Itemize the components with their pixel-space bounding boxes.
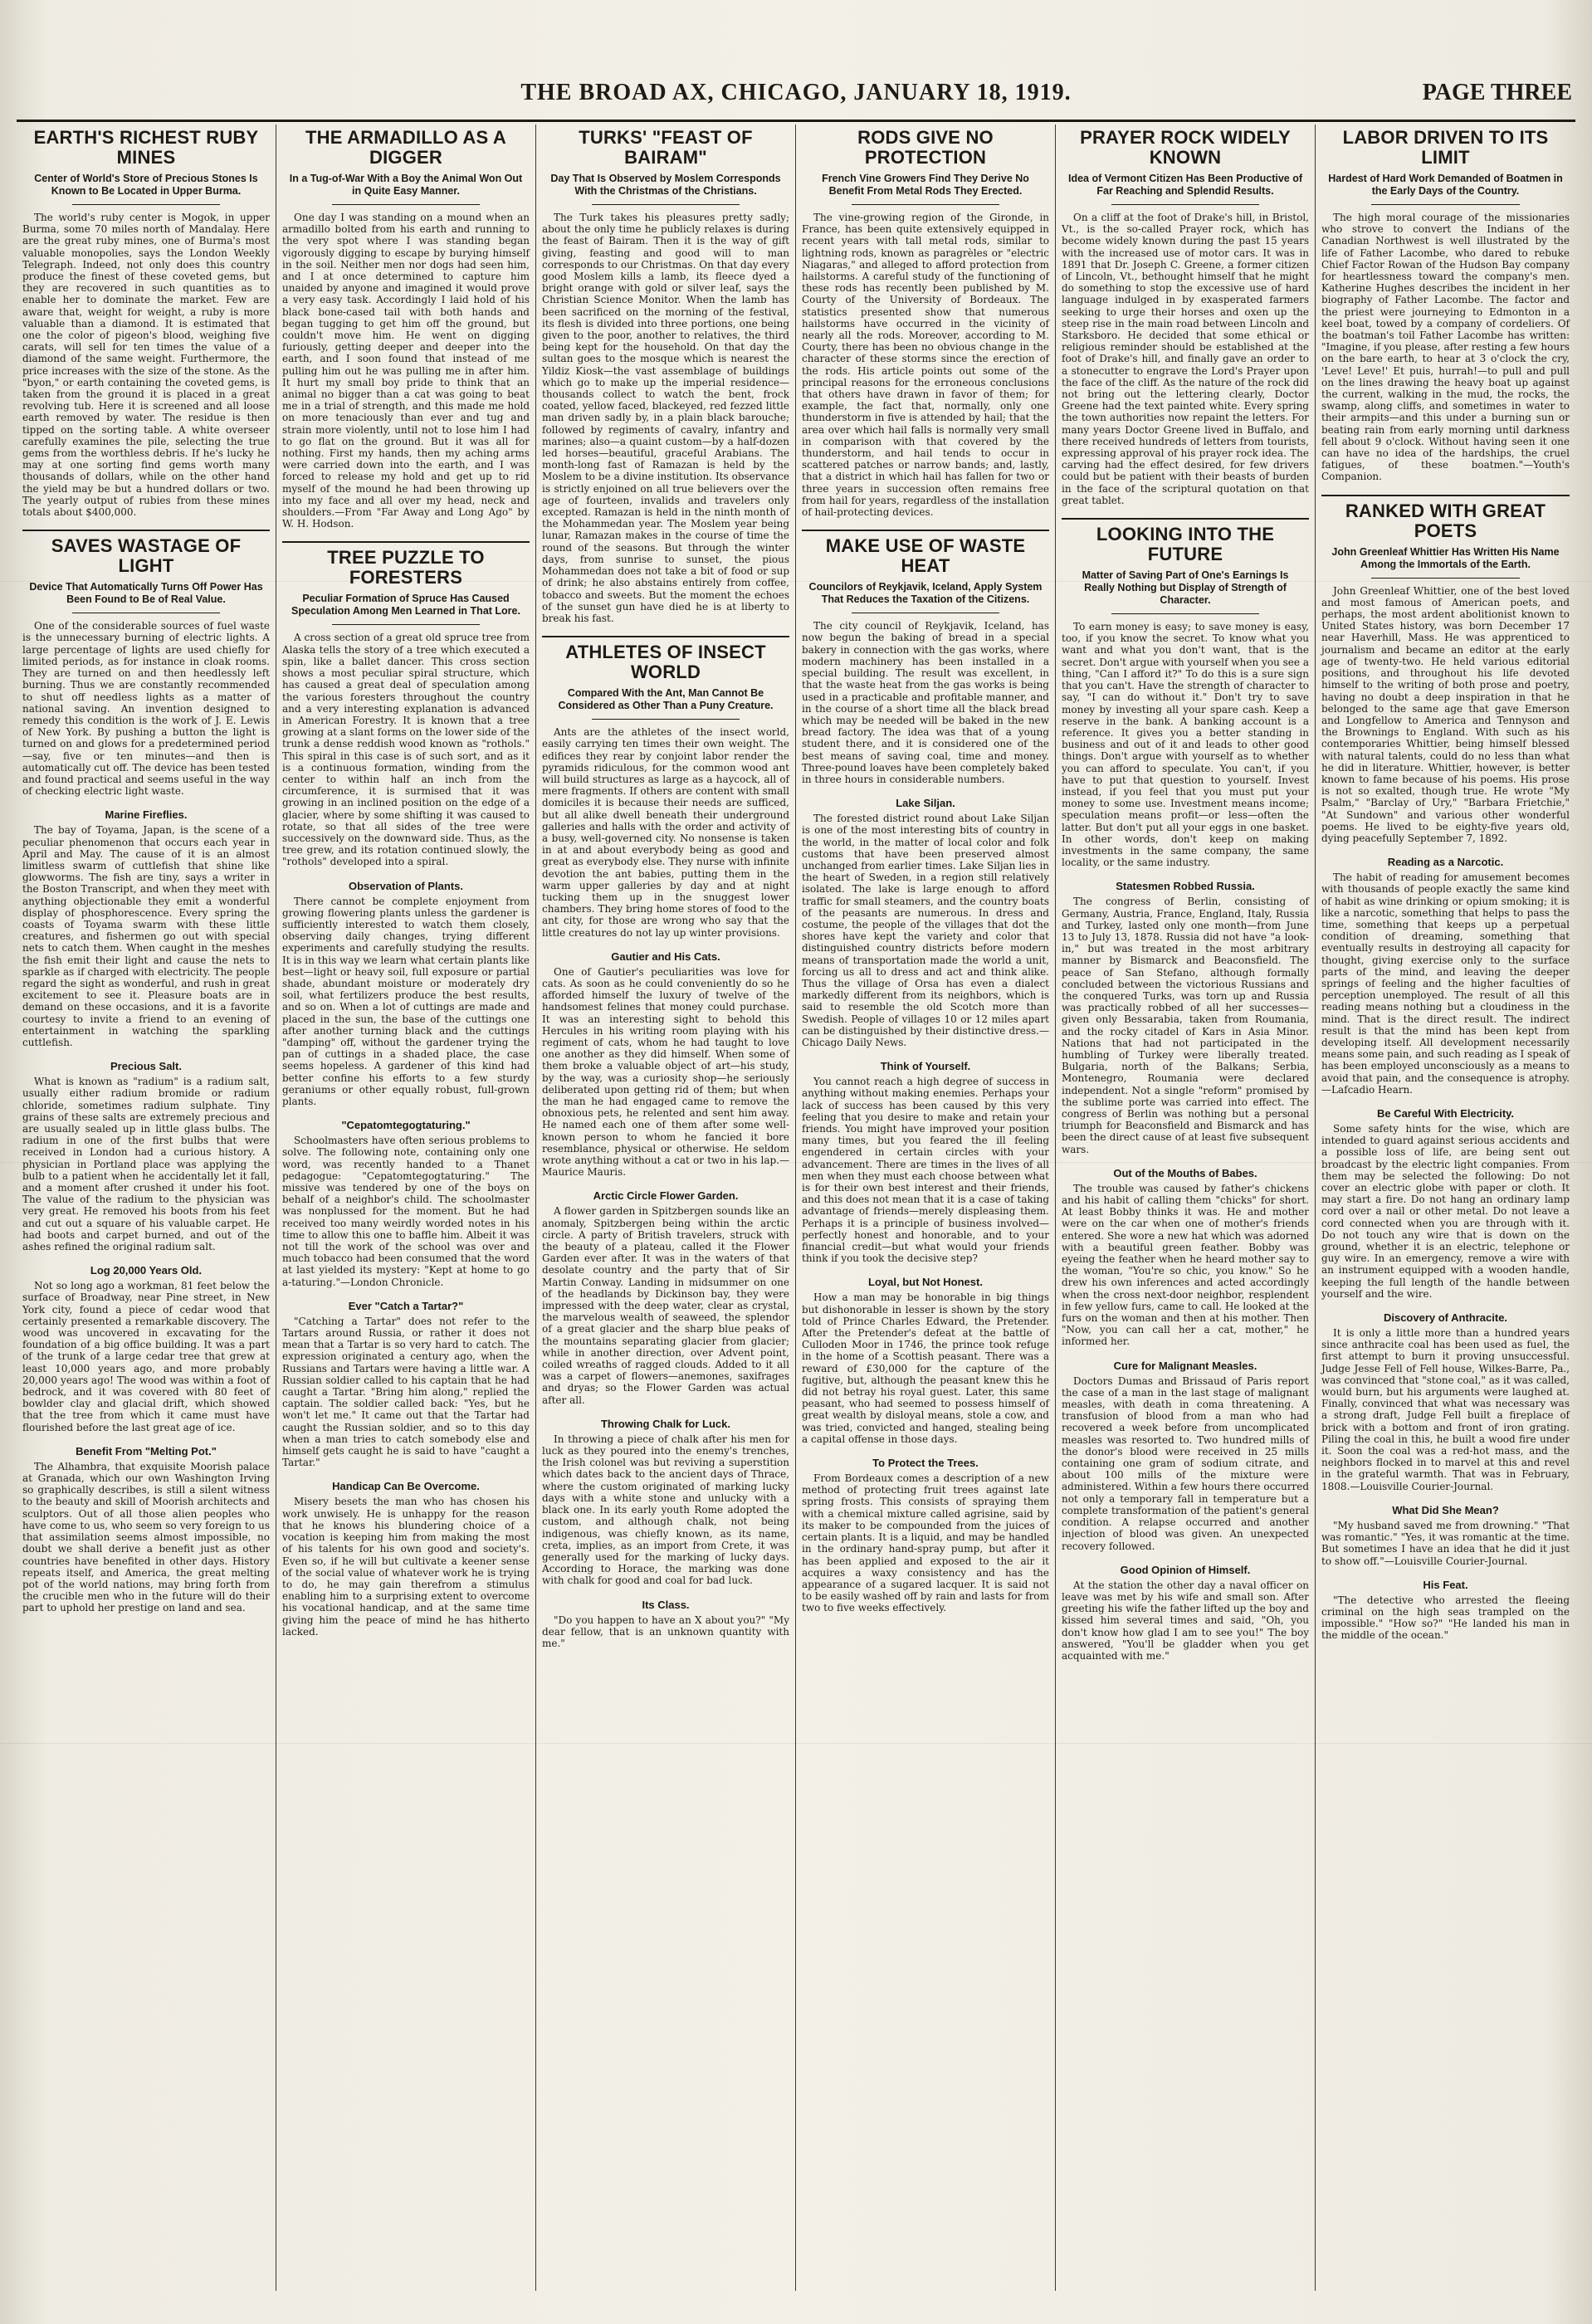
article-body: At the station the other day a naval officer on leave was met by his wife and small son. After greeting his wife the father lifted up the boy and kissed him several times and said, "Oh, you don't know how glad I am to see you!" The boy answered, "You'll be gladder when you get acquainted with me." (1062, 1579, 1309, 1662)
masthead-title: THE BROAD AX, CHICAGO, JANUARY 18, 1919. (520, 80, 1072, 105)
article-headline: PRAYER ROCK WIDELY KNOWN (1080, 127, 1291, 168)
deck-rule (332, 624, 480, 625)
article-body: It is only a little more than a hundred years since anthracite coal has been used as fuel, the first attempt to burn it proving unsuccessful. Judge Jesse Fell of Fell house, Wilkes-Barre, Pa., was convinced that "stone coal," as it was called, would burn, but his arguments were laughed at. Finally, convinced that what was necessary was a strong draft, Judge Fell built a fireplace of brick with a bottom and front of iron grating. Piling the coal in this, he built a wood fire under it. Soon the coal was a red-hot mass, and the neighbors flocked in to marvel at this and revel in the grateful warmth. That was in February, 1808.—Louisville Courier-Journal. (1321, 1327, 1570, 1492)
article-separator (22, 530, 270, 531)
article-deck: French Vine Growers Find They Derive No Benefit From Metal Rods They Erected. (822, 173, 1029, 197)
article-deck: Peculiar Formation of Spruce Has Caused Speculation Among Men Learned in That Lore. (291, 593, 520, 618)
article-body: On a cliff at the foot of Drake's hill, in Bristol, Vt., is the so-called Prayer rock, which has become widely known during the past 15 years with the increased use of motor cars. It was in 1891 that Dr. Joseph C. Greene, a former citizen of Lincoln, Vt., bethought himself that he might do something to stop the excessive use of hard language indulged in by exasperated farmers seeking to urge their horses and oxen up the steep rise in the main road between Lincoln and Starksboro. He decided that some ethical or religious reminder should be established at the foot of Drake's hill, and finally gave an order to a stonecutter to engrave the Lord's Prayer upon the face of the cliff. As the nature of the rock did not bring out the lettering clearly, Doctor Greene had the text painted white. Every spring the town authorities now repaint the letters. For many years Doctor Greene lived in Buffalo, and there received hundreds of letters from tourists, expressing approval of his prayer rock idea. The carving had the effect desired, for few drivers could but be patient with their beasts of burden in the face of the scriptural quotation on that great tablet. (1062, 212, 1309, 506)
article-body: One of the considerable sources of fuel waste is the unnecessary burning of electric lights. A large percentage of lights are used chiefly for limited periods, as for instance in cloak rooms. They are turned on and then heedlessly left burning. Thus we are constantly recommended to shut off needless lights as a matter of national saving. An invention designed to remedy this condition is the work of J. E. Lewis of New York. By pushing a button the light is turned on and glows for a predetermined period—say, five or ten minutes—and then is automatically cut off. The device has been tested and found practical and seems useful in the way of checking electric light waste. (22, 620, 270, 798)
item-subhead: To Protect the Trees. (872, 1457, 979, 1470)
article-deck: Device That Automatically Turns Off Power Has Been Found to Be of Real Value. (29, 581, 263, 606)
short-item (22, 808, 270, 1048)
article-body: The vine-growing region of the Gironde, in France, has been quite extensively equipped in recent years with tall metal rods, similar to lightning rods, known as paragrèles or "electric Niagaras," and alleged to afford protection from hailstorms. A careful study of the functioning of these rods has recently been published by M. Courty of the University of Bordeaux. The statistics presented show that numerous hailstorms have occurred in the vicinity of nearly all the rods. Moreover, according to M. Courty, there has been no obvious change in the character of these storms since the erection of the rods. His article points out some of the principal reasons for the erroneous conclusions that others have drawn in favor of them; for example, the fact that, normally, only one thunderstorm in five is attended by hail; that the area over which hail falls is normally very small in comparison with that covered by the thunderstorm, and hail tends to occur in scattered patches or narrow bands; and, lastly, that a district in which hail has fallen for two or three years in succession often remains free from hail for years, regardless of the installation of hail-protecting devices. (802, 212, 1049, 519)
article-deck: Compared With the Ant, Man Cannot Be Considered as Other Than a Puny Creature. (558, 687, 774, 712)
article-body: How a man may be honorable in big things but dishonorable in lesser is shown by the story told of Prince Charles Edward, the Pretender. After the Pretender's defeat at the battle of Culloden Moor in 1746, the prince took refuge in the home of a Scottish peasant. There was a reward of £30,000 for the capture of the fugitive, but, although the peasant knew this he did not betray his royal guest. Later, this same peasant, who had seemed to possess himself of great wealth by disloyal means, stole a cow, and was tried, convicted and hanged, stealing being a capital offense in those days. (802, 1291, 1049, 1445)
short-item (1321, 856, 1570, 1096)
article-body: What is known as "radium" is a radium salt, usually either radium bromide or radium chloride, sometimes radium sulphate. Tiny grains of these salts are extremely precious and are usually sealed up in little glass bulbs. The radium in one of the first bulbs that were received in London had a curious history. A physician in Portland place was applying the bulb to a patient when he accidentally let it fall, and a moment after crushed it under his foot. The value of the radium to the physician was very great. He removed his boots from his feet and cut out a square of his valuable carpet. He had boots and carpet burned, and out of the ashes refined the original radium salt. (22, 1076, 270, 1253)
article-headline: RANKED WITH GREAT POETS (1345, 500, 1546, 541)
article-body: "Do you happen to have an X about you?" "My dear fellow, that is an unknown quantity with me." (542, 1614, 789, 1649)
article-body: From Bordeaux comes a description of a new method of protecting fruit trees against late spring frosts. This consists of spraying them with a chemical mixture called agrisine, said by its maker to be compounded from the juices of certain plants. It is a liquid, and may be handled in the ordinary hand-spray pump, but after it has been applied and exposed to the air it acquires a waxy consistency and has the appearance of a sugared lacquer. It is said not to be easily washed off by rain and lasts for from two to five weeks effectively. (802, 1472, 1049, 1614)
article (542, 636, 789, 939)
article-headline: RODS GIVE NO PROTECTION (857, 127, 994, 168)
short-item (542, 1418, 789, 1587)
article-body: The Alhambra, that exquisite Moorish palace at Granada, which our own Washington Irving so graphically describes, is still a silent witness to the beauty and skill of Moorish architects and sculptors. Out of all those alien peoples who have come to us, who seem so very foreign to us that assimilation seems almost impossible, no doubt we shall derive a benefit just as other countries have benefited in other days. History repeats itself, and America, the great melting pot of the world nations, may bring forth from the crucible men who in the future will do their part to uphold her prestige on land and sea. (22, 1460, 270, 1614)
item-subhead: Arctic Circle Flower Garden. (593, 1189, 739, 1203)
article-body: A flower garden in Spitzbergen sounds like an anomaly, Spitzbergen being within the arctic circle. A party of British travelers, struck with the beauty of a plateau, called it the Flower Garden ever after. It was in the waters of that desolate country and the party that of Sir Martin Conway. Landing in midsummer on one of the headlands by Dickinson bay, they were impressed with the deep water, clear as crystal, the marvelous wealth of seaweed, the splendor of a great glacier and the sharp blue peaks of the mountains separating glacier from glacier; while in another direction, over Advent point, coiled wreaths of ragged clouds. Added to it all was a carpet of flowers—anemones, saxifrages and dryas; so the Flower Garden was actual after all. (542, 1205, 789, 1406)
item-subhead: Discovery of Anthracite. (1383, 1311, 1508, 1325)
item-subhead: Be Careful With Electricity. (1376, 1107, 1515, 1120)
item-subhead: Ever "Catch a Tartar?" (348, 1299, 464, 1312)
column-3 (536, 124, 796, 2291)
article-headline: THE ARMADILLO AS A DIGGER (305, 127, 506, 168)
article-body: The Turk takes his pleasures pretty sadly; about the only time he publicly relaxes is during the feast of Bairam. Then it is the way of gift giving, feasting and good will to man corresponds to our Christmas. On that day every good Moslem kills a lamb, its fleece dyed a bright orange with gold or silver leaf, says the Christian Science Monitor. When the lamb has been sacrificed on the morning of the festival, its flesh is divided into three portions, one being given to the poor, another to relatives, the third being kept for the household. On that day the sultan goes to the mosque which is nearest the Yildiz Kiosk—the vast assemblage of buildings which go to make up the imperial residence—thousands collect to watch the bent, frock coated, yellow faced, blackeyed, red fezzed little man driven sadly by, in a plain black barouche; followed by regiments of cavalry, infantry and marines; also—a quaint custom—by a half-dozen led horses—beautiful, graceful Arabians. The month-long fast of Ramazan is held by the Moslem to be a divine institution. Its observance is strictly enjoined on all true believers over the age of fourteen, invalids and travelers only excepted. Ramazan is held in the ninth month of the Mohammedan year. The Moslem year being lunar, Ramazan makes in the course of time the round of the seasons. But through the winter days, from sunrise to sunset, the pious Mohammedan does not take a bit of food or sup of drink; he also abstains entirely from coffee, tobacco and sweets. But the moment the echoes of the sunset gun have died he is at liberty to break his fast. (542, 212, 789, 624)
item-subhead: Cure for Malignant Measles. (1113, 1359, 1257, 1372)
article-body: Schoolmasters have often serious problems to solve. The following note, containing only one word, was recently handed to a Thanet pedagogue: "Cepatomtegogtaturing." The missive was tendered by one of the boys on behalf of a neighbor's child. The schoolmaster was nonplussed for the moment. But he had received too many weirdly worded notes in his time to allow this one to baffle him. Albeit it was not till the work of the school was over and much tobacco had been consumed that the word at last yielded its mystery: "Kept at home to go a-taturing."—London Chronicle. (282, 1135, 530, 1288)
deck-rule (852, 204, 999, 205)
column-2 (276, 124, 536, 2291)
short-item (542, 950, 789, 1179)
article (542, 128, 789, 624)
article-body: Some safety hints for the wise, which are intended to guard against serious accidents and a possible loss of life, are being sent out broadcast by the electric light companies. From them may be selected the following: Do not cover an electric globe with paper or cloth. It may start a fire. Do not hang an ordinary lamp cord over a nail or other metal. Do not leave a cord connected when you are through with it. Do not touch any wire that is down on the ground, whether it is an electric, telephone or guy wire. In an emergency, remove a wire with an instrument equipped with a wooden handle, keeping the full length of the handle between yourself and the wire. (1321, 1123, 1570, 1300)
item-subhead: Good Opinion of Himself. (1120, 1563, 1251, 1576)
short-item (802, 1060, 1049, 1264)
deck-rule (1111, 613, 1259, 614)
deck-rule (592, 204, 740, 205)
item-subhead: Benefit From "Melting Pot." (76, 1444, 217, 1457)
article-body: Misery besets the man who has chosen his work unwisely. He is unhappy for the reason that he knows his blundering choice of a vocation is keeping him from making the most of his talents for his own good and society's. Even so, if he will but cultivate a keener sense of the social value of whatever work he is trying to do, he may gain therefrom a stimulus enabling him to a surprising extent to overcome his vocational handicap, and at the same time giving him the peace of mind he has hitherto lacked. (282, 1496, 530, 1638)
article-body: "Catching a Tartar" does not refer to the Tartars around Russia, or rather it does not mean that a Tartar is so very hard to catch. The expression originated a century ago, when the Russians and Tartars were having a little war. A Russian soldier called to his captain that he had caught a Tartar. "Bring him along," replied the captain. The soldier called back: "Yes, but he won't let me." It came out that the Tartar had caught the Russian soldier, and so to this day when a man tries to catch somebody else and himself gets caught he is said to have "caught a Tartar." (282, 1315, 530, 1469)
article-body: One day I was standing on a mound when an armadillo bolted from his earth and running to the very spot where I was standing began vigorously digging to escape by burying himself in the soil. Neither men nor dogs had seen him, and I at once determined to capture him unaided by anyone and imagined it would prove a very easy task. Accordingly I laid hold of his black bone-cased tail with both hands and began tugging to get him off the ground, but couldn't move him. He went on digging furiously, getting deeper and deeper into the earth, and I soon found that instead of me pulling him out he was pulling me in after him. It hurt my small boy pride to think that an animal no bigger than a cat was going to beat me in a trial of strength, and this made me hold on more tenaciously than ever and tug and strain more violently, until not to lose him I had to go flat on the ground. But it was all for nothing. First my hands, then my aching arms were carried down into the earth, and I was forced to release my hold and get up to rid myself of the mound he had been throwing up into my face and all over my head, neck and shoulders.—From "Far Away and Long Ago" by W. H. Hodson. (282, 212, 530, 530)
column-1 (17, 124, 276, 2291)
article (1321, 495, 1570, 844)
article-headline: LABOR DRIVEN TO ITS LIMIT (1342, 127, 1549, 168)
article-deck: John Greenleaf Whittier Has Written His Name Among the Immortals of the Earth. (1331, 545, 1560, 570)
column-4 (796, 124, 1056, 2291)
item-subhead: Log 20,000 Years Old. (90, 1264, 203, 1277)
article-deck: In a Tug-of-War With a Boy the Animal Won Out in Quite Easy Manner. (289, 173, 523, 197)
article-body: The forested district round about Lake Siljan is one of the most interesting bits of country in the world, in the matter of local color and folk customs that have been preserved almost unchanged from earlier times. Lake Siljan lies in the heart of Sweden, in a region still relatively isolated. The lake is large enough to afford traffic for small steamers, and the country boats of the peasants are numerous. In dress and costume, the people of the villages that dot the shores have kept the variety and color that distinguished country districts before modern means of transportation made the world a unit, forcing us all to dress and act and think alike. Thus the village of Orsa has even a dialect markedly different from its neighbors, which is said to resemble the old Scotch more than Swedish. People of villages 10 or 12 miles apart can be distinguished by their distinctive dress.—Chicago Daily News. (802, 813, 1049, 1048)
deck-rule (72, 204, 220, 205)
article-deck: Center of World's Store of Precious Stones Is Known to Be Located in Upper Burma. (34, 173, 258, 197)
short-item (1321, 1311, 1570, 1492)
short-item (1062, 1360, 1309, 1552)
article-body: In throwing a piece of chalk after his men for luck as they poured into the enemy's trenches, the Irish colonel was but reviving a superstition which dates back to the ancient days of Thrace, where the custom originated of marking lucky days with a white stone and unlucky with a black one. In its early youth Rome adopted the custom, and although chalk, not being indigenous, was chiefly known, as its name, creta, implies, as an import from Crete, it was generally used for the marking of lucky days. According to Horace, the marking was done with chalk for good and coal for bad luck. (542, 1433, 789, 1587)
article-body: One of Gautier's peculiarities was love for cats. As soon as he could conveniently do so he afforded himself the luxury of twelve of the handsomest felines that money could purchase. It was an interesting sight to behold this Hercules in his writing room playing with his regiment of cats, whom he had taught to love one another as they did himself. When some of them broke a valuable object of art—his study, by the way, was a curiosity shop—he seriously deliberated upon getting rid of them; but when the man he had engaged came to remove the obnoxious pets, he relented and sent him away. He named each one of them after some well-known person to whom he fancied it bore resemblance, physical or otherwise. He seldom wrote anything without a cat or two in his lap.—Maurice Mauris. (542, 965, 789, 1179)
item-subhead: Throwing Chalk for Luck. (600, 1417, 730, 1430)
short-item (1321, 1107, 1570, 1300)
item-subhead: His Feat. (1423, 1578, 1468, 1591)
article-body: The high moral courage of the missionaries who strove to convert the Indians of the Canadian Northwest is well illustrated by the life of Father Lacombe, who dared to rebuke Chief Factor Rowan of the Hudson Bay company for heartlessness toward the company's men. Katherine Hughes describes the incident in her biography of Father Lacombe. The factor and the priest were journeying to Edmonton in a keel boat, towed by a company of cordeliers. Of the boatman's toil Father Lacombe has written: "Imagine, if you please, after resting a few hours on the bare earth, to hear at 3 o'clock the cry, 'Leve! Leve!' Et puis, hurrah!—to pull and pull on the lines drawing the heavy boat up against the current, walking in the mud, the rocks, the swamp, along cliffs, and sometimes in water to their armpits—and this under a burning sun or beating rain from early morning until darkness fell about 9 o'clock. Without having seen it one can have no idea of the hardships, the cruel fatigues, of these boatmen."—Youth's Companion. (1321, 212, 1570, 483)
article-separator (1062, 518, 1309, 520)
deck-rule (1111, 204, 1259, 205)
page-number: PAGE THREE (1422, 80, 1572, 105)
article-body: The city council of Reykjavik, Iceland, has now begun the baking of bread in a special bakery in connection with the gas works, where modern machinery has been installed in a special building. The result was excellent, in that the waste heat from the gas works is being used in a practicable and profitable manner, and in the course of a short time all the black bread which may be needed will be baked in the new bread factory. The idea was that of a young student there, and it is considered one of the best means of saving coal, time and money. Three-pound loaves have been completely baked in three hours in considerable numbers. (802, 620, 1049, 785)
item-subhead: Marine Fireflies. (105, 808, 188, 822)
article (22, 128, 270, 518)
article-body: The trouble was caused by father's chickens and his habit of calling them "chicks" for short. At least Bobby thinks it was. He and mother were on the car when one of mother's friends entered. She wore a new hat which was adorned with a beautiful green feather. Bobby was eyeing the feather when he heard mother say to the woman, "You're so chic, you know." So he drew his own inferences and acted accordingly when the cross next-door neighbor, resplendent in few yellow furs, came to call. He looked at the furs on the woman and then at his mother. Then "Now, you can call her a cat, mother," he informed her. (1062, 1182, 1309, 1348)
article (1062, 128, 1309, 506)
article-body: The world's ruby center is Mogok, in upper Burma, some 70 miles north of Mandalay. Here are the great ruby mines, one of Burma's most valuable monopolies, says the London Weekly Telegraph. Indeed, not only does this country produce the finest of these coveted gems, but they are recovered in such quantities as to enable her to dominate the market. Few are aware that, weight for weight, a ruby is more valuable than a diamond. It is estimated that one the color of pigeon's blood, weighing five carats, will sell for ten times the value of a diamond of the same weight. Furthermore, the price increases with the size of the stone. As the "byon," or earth containing the coveted gems, is taken from the ground it is placed in a great revolving tub. Here it is screened and all loose earth removed by water. The residue is then tipped on the sorting table. A white overseer carefully examines the pile, selecting the true gems from the worthless debris. If he's lucky he may at one sorting find gems worth many thousands of dollars, while on the other hand the yield may be but a hundred dollars or two. The yearly output of rubies from these mines totals about $400,000. (22, 212, 270, 519)
item-subhead: Loyal, but Not Honest. (868, 1276, 983, 1289)
article-headline: SAVES WASTAGE OF LIGHT (51, 535, 242, 577)
short-item (802, 1457, 1049, 1614)
article-body: A cross section of a great old spruce tree from Alaska tells the story of a tree which executed a spin, like a ballet dancer. This cross section shows a most peculiar spiral structure, which has caused a great deal of speculation among the various foresters throughout the country and a very interesting explanation is advanced in American Forestry. It is known that a tree growing at a slant forms on the lower side of the trunk a dense reddish wood known as "rothols." This spiral in this case is of such sort, and as it is a continuous formation, winding from the center to within half an inch from the circumference, it is surmised that it was growing in an inclined position on the edge of a glacier, where by some shifting it was caused to rotate, so that all sides of the tree were successively on the downward side. Thus, as the tree grew, and its rotation continued slowly, the "rothols" developed into a spiral. (282, 632, 530, 868)
article (22, 530, 270, 797)
item-subhead: Lake Siljan. (896, 797, 955, 810)
article-body: The bay of Toyama, Japan, is the scene of a peculiar phenomenon that occurs each year in April and May. The cause of it is an almost limitless swarm of cuttlefish that shine like glowworms. The fish are tiny, says a writer in the Boston Transcript, and when they meet with anything objectionable they emit a wonderful display of phosphorescence. Every spring the coasts of Toyama swarm with these little creatures, and fishermen go out with special nets to catch them. When caught in the meshes the fish emit their light and cause the nets to sparkle as if charged with electricity. The people regard the sight as wonderful, and rush in great excitement to see it. Pleasure boats are in demand on these occasions, and it is a favorite courtesy to invite a friend to an evening of entertainment in watching the sparkling cuttlefish. (22, 824, 270, 1048)
short-item (22, 1060, 270, 1252)
short-item (802, 797, 1049, 1048)
article-headline: ATHLETES OF INSECT WORLD (565, 642, 766, 683)
article-body: To earn money is easy; to save money is easy, too, if you know the secret. To know what you want and what you don't want, that is the secret. Don't argue with yourself when you see a thing, "Can I afford it?" To do this is a sure sign that you can't. Have the strength of character to say, "I can do without it." Don't try to save money by investing all your spare cash. Keep a reserve in the bank. A banking account is a reference. It gives you a better standing in business and out of it and leads to other good things. Don't argue with yourself as to whether you can afford to speculate. You can't, if you have to put that question to yourself. Invest instead, if you feel that you must put your money to some use. Investment means income; speculation means profit—or less—often the latter. But don't put all your eggs in one basket. In other words, don't keep on making investments in the same company, the same locality, or the same industry. (1062, 621, 1309, 869)
masthead (17, 73, 1575, 122)
short-item (282, 1300, 530, 1469)
article-body: There cannot be complete enjoyment from growing flowering plants unless the gardener is sufficiently interested to watch them closely, observing daily changes, trying different experiments and carefully studying the results. It is in this way we learn what certain plants like best—light or heavy soil, full exposure or partial shade, abundant moisture or moderately dry soil, what fertilizers produce the best results, and so on. When a lot of cuttings are made and placed in the sun, the base of the cuttings one after another turning black and the cuttings "damping" off, without the gardener trying the pan of cuttings in a shaded place, the case seems hopeless. A gardener of this kind had better confine his efforts to a few sturdy geraniums or other equally robust, full-grown plants. (282, 895, 530, 1107)
article-body: Doctors Dumas and Brissaud of Paris report the case of a man in the last stage of malignant measles, with death in coma threatening. A transfusion of blood from a man who had recovered a week before from uncomplicated measles was resorted to. Two hundred mills of the donor's blood were received in 25 mills containing one gram of sodium citrate, and about 100 mills of the mixture were administered. Within a few hours there occurred not only a temporary fall in temperature but a complete transformation of the patient's general condition. A relapse occurred and another injection of blood was given. An unexpected recovery followed. (1062, 1374, 1309, 1552)
short-item (22, 1264, 270, 1433)
item-subhead: Its Class. (642, 1598, 690, 1611)
item-subhead: Precious Salt. (110, 1060, 182, 1073)
short-item (22, 1445, 270, 1614)
article-deck: Idea of Vermont Citizen Has Been Productive of Far Reaching and Splendid Results. (1068, 173, 1303, 197)
article (802, 530, 1049, 785)
article (802, 128, 1049, 518)
item-subhead: Reading as a Narcotic. (1387, 856, 1504, 869)
article-headline: TREE PUZZLE TO FORESTERS (327, 547, 485, 588)
column-5 (1056, 124, 1316, 2291)
article-body: Not so long ago a workman, 81 feet below the surface of Broadway, near Pine street, in New York city, found a piece of cedar wood that certainly presented a remarkable discovery. The wood was uncovered in excavating for the foundation of a big office building. It was a part of the trunk of a large cedar tree that grew at least 10,000 years ago, and more probably 20,000 years ago! The wood was within a foot of bedrock, and it was covered with 80 feet of bowlder clay and glacial drift, which showed that the tree from which it came must have flourished before the last great age of ice. (22, 1280, 270, 1433)
article-deck: Councilors of Reykjavik, Iceland, Apply System That Reduces the Taxation of the Citizens. (808, 581, 1043, 606)
article (282, 128, 530, 530)
item-subhead: Statesmen Robbed Russia. (1116, 880, 1255, 893)
short-item (1062, 1564, 1309, 1662)
article-separator (1321, 495, 1570, 496)
deck-rule (1371, 578, 1520, 579)
article-body: "My husband saved me from drowning." "That was romantic." "Yes, it was romantic at the time. But sometimes I have an idea that he did it just to show off."—Louisville Courier-Journal. (1321, 1519, 1570, 1567)
columns-container (17, 124, 1575, 2291)
article-deck: Hardest of Hard Work Demanded of Boatmen in the Early Days of the Country. (1328, 173, 1563, 197)
deck-rule (332, 204, 480, 205)
short-item (282, 1119, 530, 1288)
short-item (802, 1276, 1049, 1445)
article-headline: MAKE USE OF WASTE HEAT (825, 535, 1026, 577)
column-6 (1316, 124, 1575, 2291)
article-body: John Greenleaf Whittier, one of the best loved and most famous of American poets, and perhaps, the most ardent abolitionist known to United States history, was born December 17 near Haverhill, Mass. He was apprenticed to journalism and became an editor at the early age of twenty-two. He held various editorial positions, and throughout his life devoted himself to the writing of both prose and poetry, having no doubt a deep inspiration in that he belonged to the same age that gave Emerson and Longfellow to America and Tennyson and the Brownings to England. With such as his contemporaries Whittier, being himself blessed with natural talents, could do no less than what he did in literature. Whittier, however, is better known to fame because of his poems. His prose is not so exalted, though true. He wrote "My Psalm," "Barclay of Ury," "Barbara Frietchie," "At Sundown" and various other wonderful poems. He lived to be eighty-five years old, dying peacefully September 7, 1892. (1321, 584, 1570, 844)
article-headline: LOOKING INTO THE FUTURE (1096, 524, 1275, 565)
item-subhead: Observation of Plants. (349, 879, 463, 892)
item-subhead: Gautier and His Cats. (611, 950, 720, 963)
deck-rule (1371, 204, 1520, 205)
item-subhead: What Did She Mean? (1392, 1503, 1499, 1516)
short-item (542, 1599, 789, 1650)
article-headline: EARTH'S RICHEST RUBY MINES (33, 127, 259, 168)
item-subhead: "Cepatomtegogtaturing." (341, 1119, 471, 1132)
short-item (282, 880, 530, 1108)
item-subhead: Handicap Can Be Overcome. (332, 1480, 480, 1493)
short-item (282, 1480, 530, 1637)
article-headline: TURKS' "FEAST OF BAIRAM" (579, 127, 753, 168)
short-item (1321, 1504, 1570, 1567)
deck-rule (592, 719, 740, 720)
short-item (542, 1189, 789, 1405)
short-item (1062, 1167, 1309, 1348)
short-item (1321, 1579, 1570, 1642)
article-body: You cannot reach a high degree of success in anything without making enemies. Perhaps your lack of success has been caused by this very feeling that you desire to make and retain your friends. You might have improved your position many times, but you feared the ill feeling engendered in certain circles with your advancement. There are times in the lives of all men when they must each choose between what is for their own best interest and their friends, and this does not mean that it is a case of taking advantage of friends—merely displeasing them. Perhaps it is a principle of business involved—perfectly honest and honorable, and to your financial credit—but what would your friends think if you took the decisive step? (802, 1076, 1049, 1265)
article (1062, 518, 1309, 868)
article-body: "The detective who arrested the fleeing criminal on the high seas trampled on the impossible." "How so?" "He landed his man in the middle of the ocean." (1321, 1594, 1570, 1642)
article-body: The habit of reading for amusement becomes with thousands of people exactly the same kind of habit as wine drinking or opium smoking; it is like a narcotic, something that helps to pass the time, something that keeps up a perpetual condition of dreaming, something that eventually results in destroying all capacity for thought, giving exercise only to the surface parts of the mind, and leaving the deeper springs of feeling and the higher faculties of perception unemployed. The result of all this reading means nothing but a cloudiness in the mind. That is the direct result. The indirect result is that the mind has been kept from developing itself. All development necessarily means some pain, and such reading as I speak of has been employed unconsciously as a means to avoid that pain, and the consequence is atrophy.—Lafcadio Hearn. (1321, 872, 1570, 1096)
article-deck: Day That Is Observed by Moslem Corresponds With the Christmas of the Christians. (550, 173, 781, 197)
article-separator (802, 530, 1049, 531)
article (1321, 128, 1570, 483)
article-body: The congress of Berlin, consisting of Germany, Austria, France, England, Italy, Russia and Turkey, lasted only one month—from June 13 to July 13, 1878. Russia did not have "a look-in," but was treated in the most arbitrary manner by Bismarck and Beaconsfield. The peace of San Stefano, although formally concluded between the victorious Russians and the conquered Turks, was torn up and Russia was practically robbed of all her successes—given only Bessarabia, taken from Roumania, and the rocky citadel of Kars in Asia Minor. Nations that had not participated in the humbling of Turkey were liberally treated. Bulgaria, north of the Balkans; Serbia, Montenegro, Roumania were declared independent. Not a single "reform" promised by the sublime porte was carried into effect. The congress of Berlin was nothing but a personal triumph for Beaconsfield and Bismarck and has been the direct cause of at least five subsequent wars. (1062, 896, 1309, 1155)
article-separator (542, 636, 789, 637)
item-subhead: Out of the Mouths of Babes. (1113, 1166, 1257, 1179)
article (282, 541, 530, 867)
item-subhead: Think of Yourself. (880, 1060, 971, 1073)
article-body: Ants are the athletes of the insect world, easily carrying ten times their own weight. The edifices they rear by conjoint labor render the pyramids ridiculous, for the common wood ant will build structures as large as a haycock, all of mere fragments. If others are content with small domiciles it is because their needs are sufficed, but all alike dwell beneath their underground galleries and halls with the order and activity of a busy, well-governed city. No nonsense is taken in at and about everybody being as good and great as everybody else. They nurse with infinite devotion the ant babies, putting them in the warm upper galleries by day and at night tucking them up in the snuggest lower chambers. They bring home stores of food to the ant city, for those are wrong who say that the little creatures do not lay up winter provisions. (542, 726, 789, 939)
article-separator (282, 541, 530, 543)
article-deck: Matter of Saving Part of One's Earnings Is Really Nothing but Display of Strength of Character. (1082, 569, 1289, 607)
short-item (1062, 880, 1309, 1155)
